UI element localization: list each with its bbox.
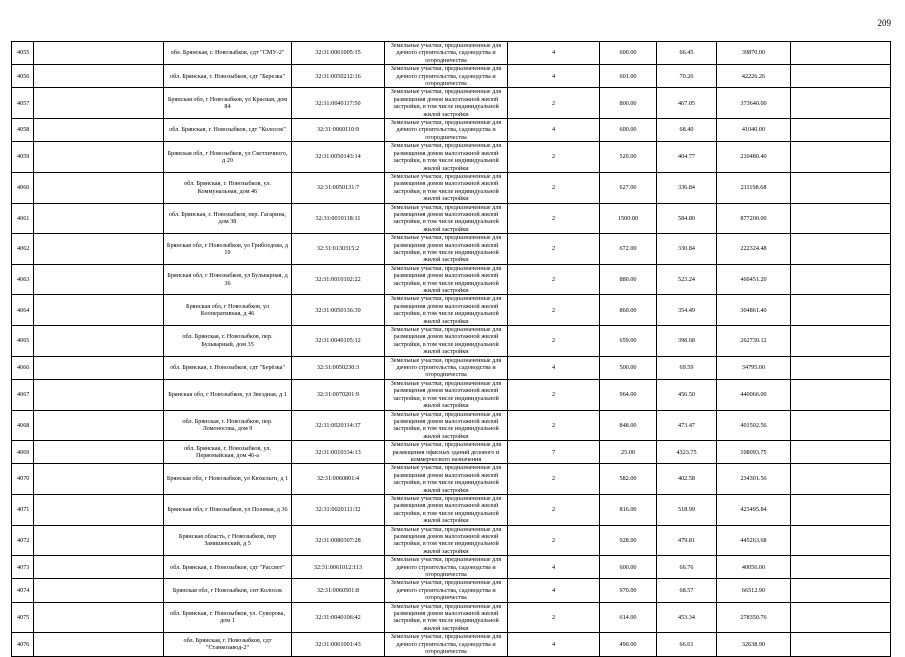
rate-cell: 404.77: [657, 142, 717, 173]
area-cell: 490.00: [600, 633, 657, 656]
value-cell: 877200.00: [717, 203, 791, 234]
category-cell: 2: [508, 142, 600, 173]
value-cell: 66512.90: [717, 579, 791, 602]
area-cell: 880.00: [600, 264, 657, 295]
rate-cell: 584.80: [657, 203, 717, 234]
row-id: 4067: [12, 379, 34, 410]
value-cell: 262730.12: [717, 326, 791, 357]
row-id: 4060: [12, 172, 34, 203]
address-cell: обл. Брянская, г. Новозыбков, пер. Гагарина, дом 38: [164, 203, 292, 234]
value-cell: 39870.00: [717, 42, 791, 65]
rate-cell: 4323.75: [657, 441, 717, 464]
land-use-cell: Земельные участки, предназначенные для размещения домов малоэтажной жилой застройки, в том числе индивидуальной жилой застройки: [385, 494, 508, 525]
blank-cell: [34, 295, 164, 326]
blank-cell: [791, 142, 891, 173]
blank-cell: [791, 203, 891, 234]
cadastral-number-cell: 32:31:0060110:9: [292, 119, 385, 142]
cadastral-number-cell: 32:31:0010334:13: [292, 441, 385, 464]
area-cell: 1500.00: [600, 203, 657, 234]
table-body: [12, 42, 891, 657]
row-id: 4076: [12, 633, 34, 656]
blank-cell: [34, 119, 164, 142]
rate-cell: 336.84: [657, 172, 717, 203]
address-cell: обл. Брянская, г. Новозыбков, ул. Первомайская, дом 46-а: [164, 441, 292, 464]
cadastral-number-cell: 32:31:0040117:50: [292, 88, 385, 119]
area-cell: 816.00: [600, 494, 657, 525]
blank-cell: [791, 264, 891, 295]
table-row: [12, 379, 891, 410]
value-cell: 304861.40: [717, 295, 791, 326]
rate-cell: 453.34: [657, 602, 717, 633]
cadastral-number-cell: 32:31:0010118:11: [292, 203, 385, 234]
value-cell: 278350.76: [717, 602, 791, 633]
blank-cell: [34, 602, 164, 633]
table-row: [12, 494, 891, 525]
value-cell: 445263.68: [717, 525, 791, 556]
blank-cell: [791, 379, 891, 410]
row-id: 4056: [12, 65, 34, 88]
row-id: 4069: [12, 441, 34, 464]
table-row: [12, 142, 891, 173]
category-cell: 2: [508, 410, 600, 441]
cadastral-number-cell: 32:31:0050230:3: [292, 356, 385, 379]
area-cell: 520.00: [600, 142, 657, 173]
row-id: 4075: [12, 602, 34, 633]
rate-cell: 479.81: [657, 525, 717, 556]
table-row: [12, 556, 891, 579]
category-cell: 2: [508, 494, 600, 525]
blank-cell: [34, 264, 164, 295]
cadastral-number-cell: 32:31:0050143:14: [292, 142, 385, 173]
cadastral-number-cell: 32:31:0050212:16: [292, 65, 385, 88]
blank-cell: [791, 525, 891, 556]
value-cell: 34795.00: [717, 356, 791, 379]
blank-cell: [791, 326, 891, 357]
value-cell: 41040.00: [717, 119, 791, 142]
rate-cell: 518.99: [657, 494, 717, 525]
category-cell: 2: [508, 525, 600, 556]
address-cell: Брянская обл, г Новозыбков, ул Звездная, д 1: [164, 379, 292, 410]
land-use-cell: Земельные участки, предназначенные для дачного строительства, садоводства и огородничества: [385, 579, 508, 602]
address-cell: обл. Брянская, г. Новозыбков, сдт "СМУ-2": [164, 42, 292, 65]
row-id: 4068: [12, 410, 34, 441]
blank-cell: [791, 119, 891, 142]
blank-cell: [791, 602, 891, 633]
rate-cell: 523.24: [657, 264, 717, 295]
blank-cell: [34, 633, 164, 656]
blank-cell: [791, 356, 891, 379]
land-use-cell: Земельные участки, предназначенные для размещения офисных зданий делового и коммерческого назначения: [385, 441, 508, 464]
land-use-cell: Земельные участки, предназначенные для размещения домов малоэтажной жилой застройки, в том числе индивидуальной жилой застройки: [385, 142, 508, 173]
area-cell: 970.00: [600, 579, 657, 602]
cadastral-number-cell: 32:31:0061001:43: [292, 633, 385, 656]
table-row: [12, 172, 891, 203]
cadastral-number-cell: 32:31:0020111:32: [292, 494, 385, 525]
rate-cell: 66.45: [657, 42, 717, 65]
blank-cell: [34, 556, 164, 579]
blank-cell: [34, 172, 164, 203]
address-cell: Брянская обл, г Новозыбков, ул Полевая, д 36: [164, 494, 292, 525]
blank-cell: [791, 65, 891, 88]
category-cell: 4: [508, 65, 600, 88]
blank-cell: [791, 441, 891, 464]
row-id: 4057: [12, 88, 34, 119]
area-cell: 964.00: [600, 379, 657, 410]
category-cell: 2: [508, 379, 600, 410]
land-use-cell: Земельные участки, предназначенные для размещения домов малоэтажной жилой застройки, в том числе индивидуальной жилой застройки: [385, 326, 508, 357]
value-cell: 211198.68: [717, 172, 791, 203]
area-cell: 672.00: [600, 234, 657, 265]
area-cell: 500.00: [600, 356, 657, 379]
blank-cell: [791, 464, 891, 495]
rate-cell: 398.68: [657, 326, 717, 357]
table-row: [12, 203, 891, 234]
row-id: 4062: [12, 234, 34, 265]
blank-cell: [791, 494, 891, 525]
address-cell: обл. Брянская, г. Новозыбков, пер. Ломоносова, дом 9: [164, 410, 292, 441]
table-row: [12, 234, 891, 265]
land-use-cell: Земельные участки, предназначенные для размещения домов малоэтажной жилой застройки, в том числе индивидуальной жилой застройки: [385, 602, 508, 633]
cadastral-number-cell: 32:31:0060801:4: [292, 464, 385, 495]
land-use-cell: Земельные участки, предназначенные для дачного строительства, садоводства и огородничества: [385, 556, 508, 579]
land-use-cell: Земельные участки, предназначенные для дачного строительства, садоводства и огородничества: [385, 356, 508, 379]
land-use-cell: Земельные участки, предназначенные для размещения домов малоэтажной жилой застройки, в том числе индивидуальной жилой застройки: [385, 379, 508, 410]
row-id: 4059: [12, 142, 34, 173]
value-cell: 373640.00: [717, 88, 791, 119]
category-cell: 2: [508, 172, 600, 203]
rate-cell: 473.47: [657, 410, 717, 441]
blank-cell: [34, 234, 164, 265]
address-cell: Брянская обл, г Новозыбков, ул Красная, дом 84: [164, 88, 292, 119]
table-row: [12, 525, 891, 556]
land-use-cell: Земельные участки, предназначенные для дачного строительства, садоводства и огородничества: [385, 633, 508, 656]
row-id: 4064: [12, 295, 34, 326]
blank-cell: [791, 88, 891, 119]
land-use-cell: Земельные участки, предназначенные для размещения домов малоэтажной жилой застройки, в том числе индивидуальной жилой застройки: [385, 88, 508, 119]
area-cell: 582.00: [600, 464, 657, 495]
rate-cell: 456.50: [657, 379, 717, 410]
value-cell: 222324.48: [717, 234, 791, 265]
address-cell: Брянская обл, г Новозыбков, снт Колосок: [164, 579, 292, 602]
blank-cell: [34, 142, 164, 173]
land-use-cell: Земельные участки, предназначенные для размещения домов малоэтажной жилой застройки, в том числе индивидуальной жилой застройки: [385, 264, 508, 295]
blank-cell: [791, 234, 891, 265]
category-cell: 2: [508, 203, 600, 234]
land-use-cell: Земельные участки, предназначенные для размещения домов малоэтажной жилой застройки, в том числе индивидуальной жилой застройки: [385, 525, 508, 556]
cadastral-table: [11, 41, 891, 657]
blank-cell: [34, 356, 164, 379]
row-id: 4072: [12, 525, 34, 556]
address-cell: Брянская обл, г Новозыбков, ул Кюхельгн, д 1: [164, 464, 292, 495]
category-cell: 2: [508, 264, 600, 295]
land-use-cell: Земельные участки, предназначенные для размещения домов малоэтажной жилой застройки, в том числе индивидуальной жилой застройки: [385, 172, 508, 203]
address-cell: Брянская обл, г Новозыбков, ул Кооперативная, д 46: [164, 295, 292, 326]
category-cell: 4: [508, 42, 600, 65]
land-use-cell: Земельные участки, предназначенные для размещения домов малоэтажной жилой застройки, в том числе индивидуальной жилой застройки: [385, 234, 508, 265]
cadastral-number-cell: 32:31:0050131:7: [292, 172, 385, 203]
category-cell: 4: [508, 119, 600, 142]
rate-cell: 354.49: [657, 295, 717, 326]
category-cell: 4: [508, 356, 600, 379]
address-cell: обл. Брянская, г. Новозыбков, сдт "Рассвет": [164, 556, 292, 579]
address-cell: обл. Брянская, г. Новозыбков, сдт "Колосок": [164, 119, 292, 142]
category-cell: 4: [508, 556, 600, 579]
address-cell: Брянская область, г Новозыбков, пер Замишевский, д 5: [164, 525, 292, 556]
land-use-cell: Земельные участки, предназначенные для дачного строительства, садоводства и огородничества: [385, 65, 508, 88]
table-row: [12, 326, 891, 357]
value-cell: 40056.00: [717, 556, 791, 579]
blank-cell: [34, 326, 164, 357]
blank-cell: [791, 579, 891, 602]
area-cell: 860.00: [600, 295, 657, 326]
table-row: [12, 65, 891, 88]
value-cell: 460451.20: [717, 264, 791, 295]
area-cell: 614.00: [600, 602, 657, 633]
blank-cell: [34, 525, 164, 556]
category-cell: 7: [508, 441, 600, 464]
address-cell: обл. Брянская, г. Новозыбков, ул. Коммунальная, дом 46: [164, 172, 292, 203]
area-cell: 601.00: [600, 65, 657, 88]
cadastral-number-cell: 32:31:0050136:39: [292, 295, 385, 326]
blank-cell: [791, 172, 891, 203]
blank-cell: [34, 65, 164, 88]
area-cell: 800.00: [600, 88, 657, 119]
cadastral-number-cell: 32:31:0040106:42: [292, 602, 385, 633]
address-cell: обл. Брянская, г. Новозыбков, ул. Суворова, дом 1: [164, 602, 292, 633]
cadastral-number-cell: 32:31:0010102:22: [292, 264, 385, 295]
table-row: [12, 441, 891, 464]
blank-cell: [34, 379, 164, 410]
row-id: 4061: [12, 203, 34, 234]
address-cell: Брянская обл, г Новозыбков, ул Светличного, д 20: [164, 142, 292, 173]
rate-cell: 467.05: [657, 88, 717, 119]
land-use-cell: Земельные участки, предназначенные для размещения домов малоэтажной жилой застройки, в том числе индивидуальной жилой застройки: [385, 464, 508, 495]
row-id: 4070: [12, 464, 34, 495]
category-cell: 2: [508, 326, 600, 357]
blank-cell: [34, 464, 164, 495]
address-cell: обл. Брянская, г. Новозыбков, пер. Бульварный, дом 35: [164, 326, 292, 357]
blank-cell: [34, 494, 164, 525]
category-cell: 2: [508, 295, 600, 326]
rate-cell: 70.26: [657, 65, 717, 88]
value-cell: 32638.90: [717, 633, 791, 656]
blank-cell: [34, 441, 164, 464]
area-cell: 928.00: [600, 525, 657, 556]
table-row: [12, 295, 891, 326]
rate-cell: 68.40: [657, 119, 717, 142]
row-id: 4071: [12, 494, 34, 525]
value-cell: 401502.56: [717, 410, 791, 441]
land-use-cell: Земельные участки, предназначенные для дачного строительства, садоводства и огородничества: [385, 42, 508, 65]
table-row: [12, 264, 891, 295]
blank-cell: [791, 295, 891, 326]
land-use-cell: Земельные участки, предназначенные для размещения домов малоэтажной жилой застройки, в том числе индивидуальной жилой застройки: [385, 295, 508, 326]
row-id: 4063: [12, 264, 34, 295]
cadastral-number-cell: 32:31:0130315:2: [292, 234, 385, 265]
value-cell: 234301.56: [717, 464, 791, 495]
blank-cell: [34, 579, 164, 602]
cadastral-number-cell: 32:31:0040105:12: [292, 326, 385, 357]
land-use-cell: Земельные участки, предназначенные для дачного строительства, садоводства и огородничества: [385, 119, 508, 142]
rate-cell: 66.61: [657, 633, 717, 656]
table-row: [12, 464, 891, 495]
category-cell: 2: [508, 234, 600, 265]
row-id: 4058: [12, 119, 34, 142]
address-cell: обл. Брянская, г. Новозыбков, сдт "Станкозавод-2": [164, 633, 292, 656]
cadastral-number-cell: 32:31:0061005:15: [292, 42, 385, 65]
table-row: [12, 42, 891, 65]
area-cell: 25.00: [600, 441, 657, 464]
area-cell: 600.00: [600, 42, 657, 65]
area-cell: 848.00: [600, 410, 657, 441]
land-use-cell: Земельные участки, предназначенные для размещения домов малоэтажной жилой застройки, в том числе индивидуальной жилой застройки: [385, 410, 508, 441]
cadastral-number-cell: 32:31:0060501:8: [292, 579, 385, 602]
value-cell: 440066.00: [717, 379, 791, 410]
table-row: [12, 88, 891, 119]
address-cell: обл. Брянская, г. Новозыбков, сдт "Берёзка": [164, 356, 292, 379]
value-cell: 423495.84: [717, 494, 791, 525]
blank-cell: [791, 410, 891, 441]
row-id: 4065: [12, 326, 34, 357]
category-cell: 2: [508, 602, 600, 633]
land-use-cell: Земельные участки, предназначенные для размещения домов малоэтажной жилой застройки, в том числе индивидуальной жилой застройки: [385, 203, 508, 234]
value-cell: 108093.75: [717, 441, 791, 464]
cadastral-number-cell: 32:31:0061012:113: [292, 556, 385, 579]
blank-cell: [791, 633, 891, 656]
table-row: [12, 633, 891, 656]
blank-cell: [34, 410, 164, 441]
area-cell: 600.00: [600, 556, 657, 579]
address-cell: Брянская обл, г Новозыбков, ул Грибоедова, д 10: [164, 234, 292, 265]
cadastral-number-cell: 32:31:0080307:28: [292, 525, 385, 556]
area-cell: 659.00: [600, 326, 657, 357]
table-row: [12, 356, 891, 379]
category-cell: 4: [508, 579, 600, 602]
blank-cell: [34, 88, 164, 119]
rate-cell: 68.57: [657, 579, 717, 602]
blank-cell: [34, 203, 164, 234]
rate-cell: 66.76: [657, 556, 717, 579]
value-cell: 42226.26: [717, 65, 791, 88]
row-id: 4055: [12, 42, 34, 65]
area-cell: 600.00: [600, 119, 657, 142]
rate-cell: 69.59: [657, 356, 717, 379]
rate-cell: 330.84: [657, 234, 717, 265]
row-id: 4074: [12, 579, 34, 602]
category-cell: 4: [508, 633, 600, 656]
row-id: 4073: [12, 556, 34, 579]
row-id: 4066: [12, 356, 34, 379]
table-row: [12, 119, 891, 142]
blank-cell: [791, 42, 891, 65]
page-number: 209: [877, 18, 891, 28]
cadastral-number-cell: 32:31:0070201:9: [292, 379, 385, 410]
cadastral-number-cell: 32:31:0020114:37: [292, 410, 385, 441]
table-row: [12, 579, 891, 602]
category-cell: 2: [508, 464, 600, 495]
rate-cell: 402.58: [657, 464, 717, 495]
address-cell: Брянская обл, г Новозыбков, ул Бульварная, д 36: [164, 264, 292, 295]
value-cell: 210480.40: [717, 142, 791, 173]
table-row: [12, 410, 891, 441]
category-cell: 2: [508, 88, 600, 119]
blank-cell: [791, 556, 891, 579]
area-cell: 627.00: [600, 172, 657, 203]
table-row: [12, 602, 891, 633]
blank-cell: [34, 42, 164, 65]
address-cell: обл. Брянская, г. Новозыбков, сдт "Березка": [164, 65, 292, 88]
